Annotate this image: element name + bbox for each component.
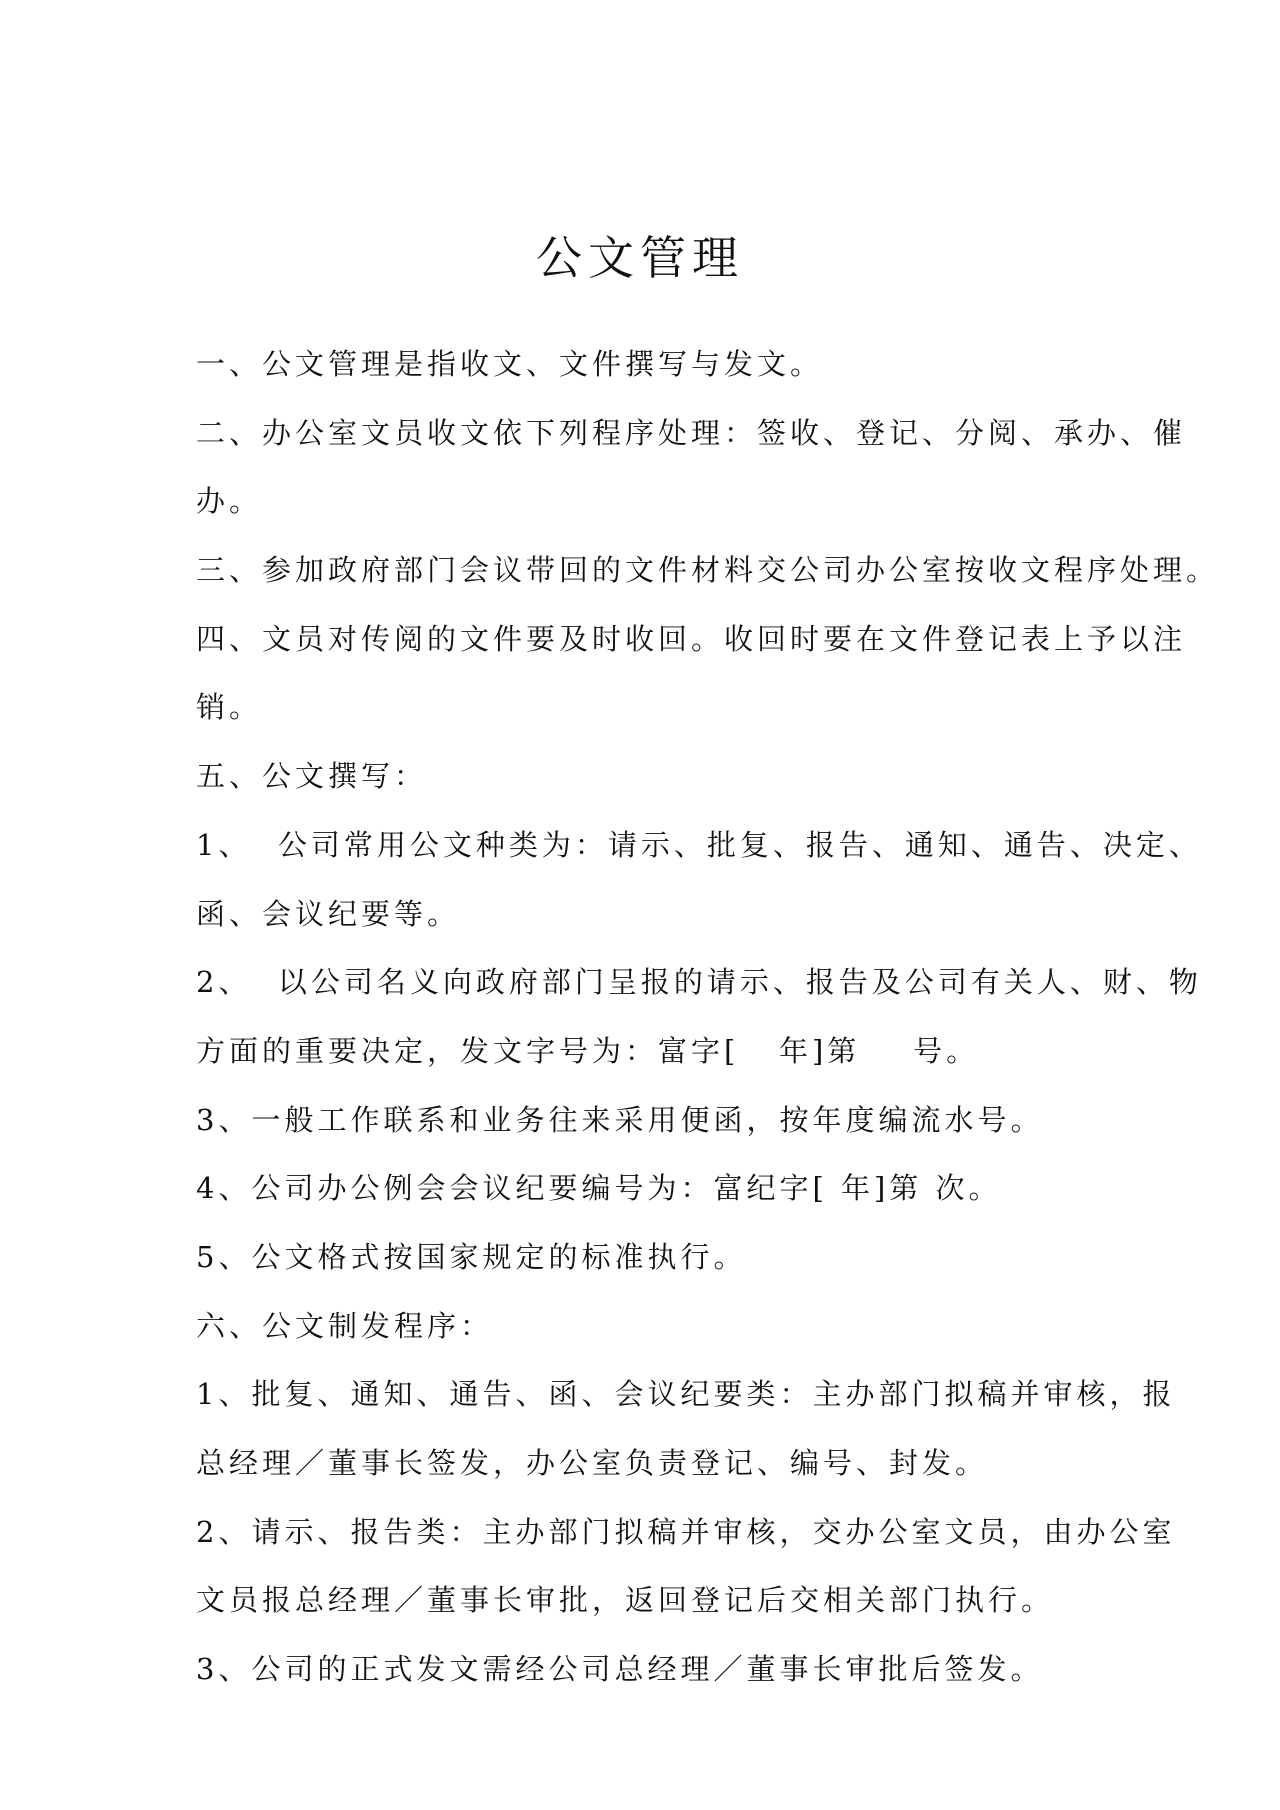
- paragraph-line: 1、 公司常用公文种类为：请示、批复、报告、通知、通告、决定、: [196, 827, 1202, 862]
- paragraph-line: 1、批复、通知、通告、函、会议纪要类：主办部门拟稿并审核，报: [196, 1377, 1176, 1412]
- paragraph-line: 3、公司的正式发文需经公司总经理／董事长审批后签发。: [196, 1652, 1044, 1687]
- paragraph-line: 一、公文管理是指收文、文件撰写与发文。: [196, 347, 824, 381]
- paragraph-line: 5、公文格式按国家规定的标准执行。: [196, 1239, 747, 1274]
- section-heading: 六、公文制发程序：: [196, 1308, 494, 1343]
- paragraph-line: 3、一般工作联系和业务往来采用便函，按年度编流水号。: [196, 1102, 1044, 1137]
- paragraph-line: 四、文员对传阅的文件要及时收回。收回时要在文件登记表上予以注: [196, 621, 1187, 656]
- paragraph-line: 方面的重要决定，发文字号为：富字[ 年]第 号。: [196, 1033, 980, 1068]
- paragraph-line: 2、 以公司名义向政府部门呈报的请示、报告及公司有关人、财、物: [196, 965, 1202, 1000]
- paragraph-line: 4、公司办公例会会议纪要编号为：富纪字[ 年]第 次。: [196, 1171, 1002, 1206]
- paragraph-line: 办。: [196, 484, 263, 519]
- paragraph-line: 二、办公室文员收文依下列程序处理：签收、登记、分阅、承办、催: [196, 415, 1187, 450]
- section-heading: 五、公文撰写：: [196, 759, 428, 794]
- paragraph-line: 文员报总经理／董事长审批，返回登记后交相关部门执行。: [196, 1583, 1055, 1618]
- paragraph-line: 总经理／董事长签发，办公室负责登记、编号、封发。: [196, 1446, 989, 1480]
- paragraph-line: 2、请示、报告类：主办部门拟稿并审核，交办公室文员，由办公室: [196, 1514, 1176, 1549]
- paragraph-line: 三、参加政府部门会议带回的文件材料交公司办公室按收文程序处理。: [196, 553, 1220, 588]
- paragraph-line: 销。: [196, 690, 263, 725]
- paragraph-line: 函、会议纪要等。: [196, 896, 461, 931]
- document-body: [196, 330, 1220, 1704]
- document-title: 公文管理: [536, 231, 744, 285]
